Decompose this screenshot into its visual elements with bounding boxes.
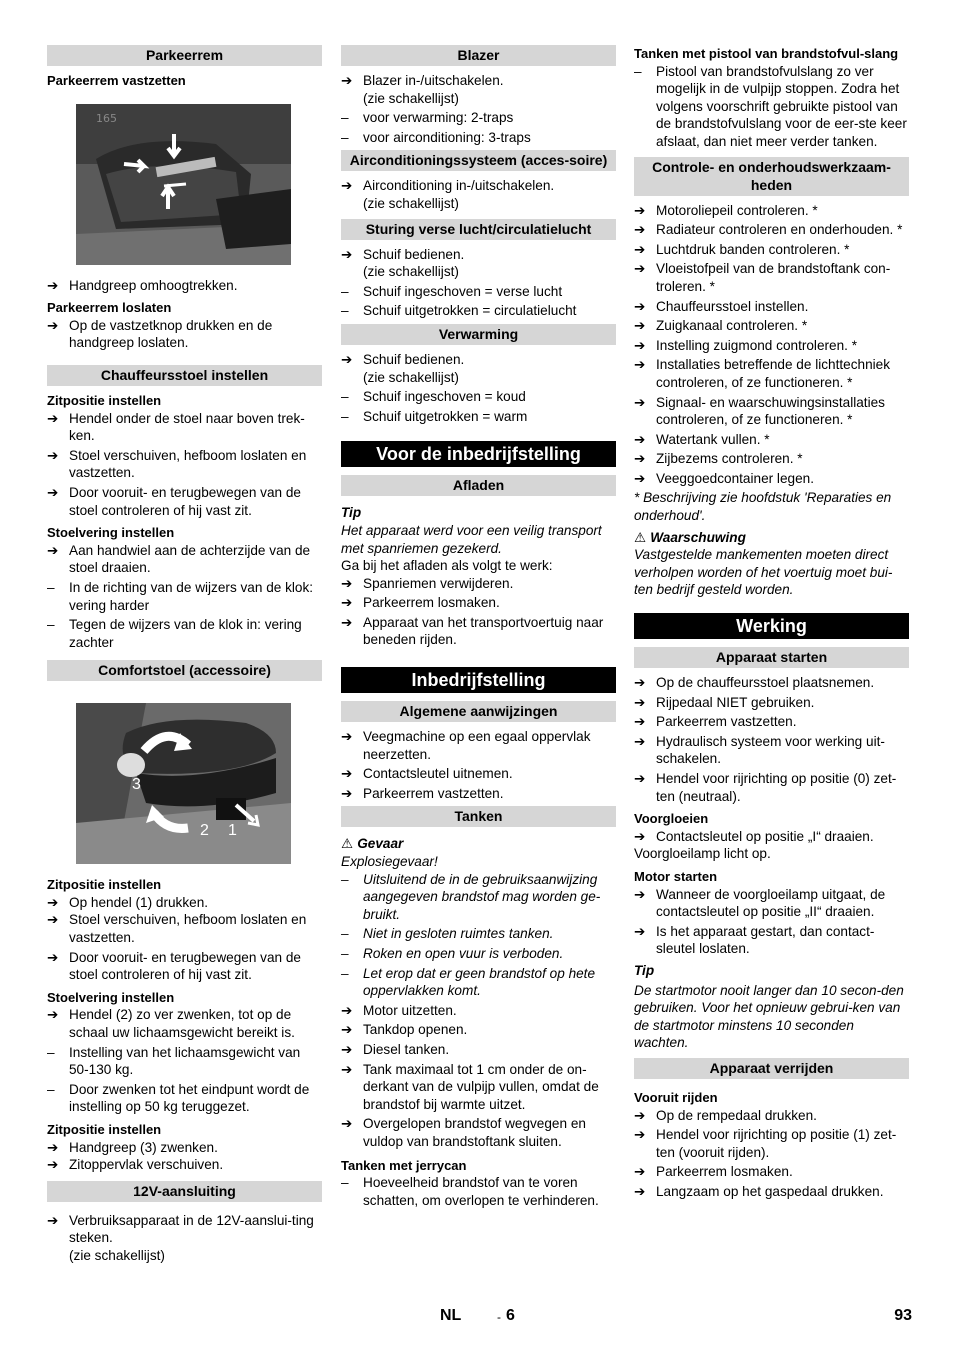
arrow-right-icon: ➔ <box>341 575 353 591</box>
step-item: ➔ Handgreep omhoogtrekken. <box>47 277 238 293</box>
dash-item: – voor airconditioning: 3-traps <box>341 129 531 145</box>
step-item: ➔ Parkeerrem losmaken. <box>341 595 500 611</box>
arrow-right-icon: ➔ <box>47 912 59 928</box>
step-item: ➔ Aan handwiel aan de achterzijde van de stoel draaien. <box>47 542 311 576</box>
step-item: ➔ Door vooruit- en terugbewegen van de stoel controleren of hij vast zit. <box>47 949 301 983</box>
tip-label: Tip <box>634 962 655 978</box>
dash-item: – Instelling van het lichaamsgewicht van 50-130 kg. <box>47 1044 301 1078</box>
warning-triangle-icon: ⚠ <box>341 836 354 852</box>
subheading-jerrycan: Tanken met jerrycan <box>341 1157 467 1173</box>
heading-blazer: Blazer <box>341 45 616 66</box>
heading-afladen: Afladen <box>341 475 616 496</box>
step-item: ➔ Installaties betreffende de lichttechniek controleren, of ze functioneren. * <box>634 357 891 390</box>
arrow-right-icon: ➔ <box>47 1007 59 1023</box>
subheading-stoelvering: Stoelvering instellen <box>47 989 175 1005</box>
step-item: ➔ Motor uitzetten. <box>341 1002 457 1018</box>
arrow-right-icon: ➔ <box>634 675 646 691</box>
dash-item: – Schuif ingeschoven = verse lucht <box>341 283 563 299</box>
step-item: ➔ Spanriemen verwijderen. <box>341 575 514 591</box>
dash-item: – Schuif uitgetrokken = warm <box>341 408 528 424</box>
step-item: ➔ Luchtdruk banden controleren. * <box>634 241 850 257</box>
column-2 <box>341 44 616 1209</box>
subheading-pistool: Tanken met pistool van brandstofvul-slang <box>634 46 899 61</box>
photo-label-3: 3 <box>132 776 141 794</box>
arrow-right-icon: ➔ <box>341 1002 353 1018</box>
arrow-right-icon: ➔ <box>341 1061 353 1077</box>
step-item: ➔ Handgreep (3) zwenken. <box>47 1139 218 1155</box>
step-item: ➔ Vloeistofpeil van de brandstoftank con-troleren. * <box>634 261 891 294</box>
step-item: ➔ Diesel tanken. <box>341 1041 450 1057</box>
arrow-right-icon: ➔ <box>47 447 59 463</box>
arrow-right-icon: ➔ <box>47 484 59 500</box>
subheading-stoelvering: Stoelvering instellen <box>47 525 175 541</box>
arrow-right-icon: ➔ <box>341 595 353 611</box>
dash-item: – voor verwarming: 2-traps <box>341 110 514 126</box>
subheading-zitpositie: Zitpositie instellen <box>47 392 162 408</box>
arrow-right-icon: ➔ <box>634 470 646 486</box>
step-item: ➔ Hydraulisch systeem voor werking uit-schakelen. <box>634 733 885 767</box>
arrow-right-icon: ➔ <box>341 785 353 801</box>
section-voor-de-inbedrijfstelling: Voor de inbedrijfstelling <box>341 441 616 467</box>
dash-item: – In de richting van de wijzers van de klok: vering harder <box>47 579 314 613</box>
arrow-right-icon: ➔ <box>47 949 59 965</box>
step-item: ➔ Watertank vullen. * <box>634 431 770 447</box>
arrow-right-icon: ➔ <box>341 73 353 88</box>
arrow-right-icon: ➔ <box>634 1164 646 1180</box>
step-item: ➔ Hendel voor rijrichting op positie (0) zet-ten (neutraal). <box>634 771 897 804</box>
arrow-right-icon: ➔ <box>341 614 353 630</box>
dash-item: – Uitsluitend de in de gebruiksaanwijzing aangegeven brandstof mag worden ge-bruikt. <box>341 871 601 922</box>
arrow-right-icon: ➔ <box>634 394 646 410</box>
parking-brake-photo <box>76 104 291 265</box>
step-item: ➔ Is het apparaat gestart, dan contact-sleutel loslaten. <box>634 923 875 957</box>
arrow-right-icon: ➔ <box>634 357 646 373</box>
arrow-right-icon: ➔ <box>634 451 646 467</box>
step-item: ➔ Blazer in-/uitschakelen. (zie schakellijst) <box>341 73 504 106</box>
step-item: ➔ Contactsleutel uitnemen. <box>341 766 513 782</box>
step-item: ➔ Parkeerrem vastzetten. <box>341 785 504 801</box>
step-item: ➔ Op de chauffeursstoel plaatsnemen. <box>634 675 875 691</box>
arrow-right-icon: ➔ <box>634 771 646 786</box>
heading-tanken: Tanken <box>341 806 616 827</box>
subheading-motor-starten: Motor starten <box>634 868 718 884</box>
warning-text: Vastgestelde mankementen moeten direct verholpen worden of het voertuig moet bui-ten bedrijf gesteld worden. <box>634 547 893 598</box>
arrow-right-icon: ➔ <box>634 733 646 749</box>
step-item: ➔ Hendel (2) zo ver zwenken, tot op de schaal uw lichaamsgewicht bereikt is. <box>47 1007 295 1041</box>
dash-item: – Schuif ingeschoven = koud <box>341 389 526 405</box>
warning-label: ⚠ Waarschuwing <box>634 529 746 545</box>
arrow-right-icon: ➔ <box>341 766 353 782</box>
step-item: ➔ Zuigkanaal controleren. * <box>634 318 808 334</box>
step-item: ➔ Overgelopen brandstof wegvegen en vuldop van brandstoftank sluiten. <box>341 1116 586 1149</box>
step-item: ➔ Veeggoedcontainer legen. <box>634 470 814 486</box>
step-item: ➔ Rijpedaal NIET gebruiken. <box>634 694 815 710</box>
arrow-right-icon: ➔ <box>47 894 59 910</box>
comfort-seat-photo <box>76 703 291 864</box>
subheading-parkeerrem-loslaten: Parkeerrem loslaten <box>47 300 172 316</box>
footer-language: NL <box>440 1307 462 1324</box>
tip-text: De startmotor nooit langer dan 10 secon-den gebruiken. Voor het opnieuw gebrui-ken van de startmotor minstens 10 seconden wachten. <box>634 982 904 1051</box>
section-inbedrijfstelling: Inbedrijfstelling <box>341 667 616 693</box>
step-item: ➔ Stoel verschuiven, hefboom loslaten en vastzetten. <box>47 912 307 946</box>
footnote: * Beschrijving zie hoofdstuk 'Reparaties en onderhoud'. <box>634 490 892 524</box>
arrow-right-icon: ➔ <box>634 923 646 939</box>
arrow-right-icon: ➔ <box>634 828 646 844</box>
subheading-vooruit-rijden: Vooruit rijden <box>634 1089 718 1105</box>
step-item: ➔ Parkeerrem vastzetten. <box>634 714 797 730</box>
arrow-right-icon: ➔ <box>47 1139 59 1155</box>
arrow-right-icon: ➔ <box>634 694 646 710</box>
arrow-right-icon: ➔ <box>47 277 59 293</box>
photo-label-1: 1 <box>228 822 237 840</box>
dash-item: – Schuif uitgetrokken = circulatielucht <box>341 303 577 319</box>
arrow-right-icon: ➔ <box>341 246 353 262</box>
arrow-right-icon: ➔ <box>47 1157 59 1173</box>
arrow-right-icon: ➔ <box>634 261 646 277</box>
arrow-right-icon: ➔ <box>341 1116 353 1132</box>
column-1 <box>47 44 322 1265</box>
step-item: ➔ Wanneer de voorgloeilamp uitgaat, de contactsleutel op positie „II“ draaien. <box>634 886 886 920</box>
step-item: ➔ Langzaam op het gaspedaal drukken. <box>634 1183 884 1199</box>
arrow-right-icon: ➔ <box>634 202 646 218</box>
arrow-right-icon: ➔ <box>634 431 646 447</box>
section-werking: Werking <box>634 613 909 639</box>
heading-controle: Controle- en onderhoudswerkzaam-heden <box>634 157 909 196</box>
subheading-parkeerrem-vastzetten: Parkeerrem vastzetten <box>47 73 186 88</box>
arrow-right-icon: ➔ <box>634 318 646 334</box>
arrow-right-icon: ➔ <box>341 1022 353 1038</box>
step-item: ➔ Hendel onder de stoel naar boven trek-ken. <box>47 410 305 444</box>
subheading-zitpositie: Zitpositie instellen <box>47 1122 162 1137</box>
column-3 <box>634 44 909 1202</box>
step-item: ➔ Tank maximaal tot 1 cm onder de on-derkant van de vulpijp vullen, omdat de brandstof bij warmte uitzet. <box>341 1061 599 1112</box>
step-item: ➔ Signaal- en waarschuwingsinstallaties controleren, of ze functioneren. * <box>634 394 885 428</box>
dash-item: – Let erop dat er geen brandstof op hete oppervlakken komt. <box>341 965 596 999</box>
subheading-zitpositie: Zitpositie instellen <box>47 877 162 893</box>
heading-parkeerrem: Parkeerrem <box>47 45 322 66</box>
arrow-right-icon: ➔ <box>634 1183 646 1199</box>
arrow-right-icon: ➔ <box>47 1212 59 1228</box>
heading-apparaat-verrijden: Apparaat verrijden <box>634 1058 909 1079</box>
danger-text: Explosiegevaar! <box>341 854 438 870</box>
dash-item: – Door zwenken tot het eindpunt wordt de instelling op 50 kg teruggezet. <box>47 1081 310 1115</box>
heading-airconditioning: Airconditioningssysteem (acces-soire) <box>341 150 616 171</box>
step-item: ➔ Op hendel (1) drukken. <box>47 894 209 910</box>
voorgloeien-text: Voorgloeilamp licht op. <box>634 846 771 862</box>
dash-item: – Hoeveelheid brandstof van te voren schatten, om overlopen te verhinderen. <box>341 1175 599 1208</box>
arrow-right-icon: ➔ <box>341 1041 353 1057</box>
arrow-right-icon: ➔ <box>341 178 353 194</box>
step-item: ➔ Apparaat van het transportvoertuig naar beneden rijden. <box>341 614 604 648</box>
step-item: ➔ Instelling zuigmond controleren. * <box>634 337 857 353</box>
heading-apparaat-starten: Apparaat starten <box>634 647 909 668</box>
step-item: ➔ Schuif bedienen. (zie schakellijst) <box>341 351 465 385</box>
arrow-right-icon: ➔ <box>47 542 59 558</box>
step-item: ➔ Verbruiksapparaat in de 12V-aanslui-ting steken. (zie schakellijst) <box>47 1212 314 1263</box>
heading-12v-aansluiting: 12V-aansluiting <box>47 1181 322 1202</box>
arrow-right-icon: ➔ <box>634 1127 646 1143</box>
dash-item: – Pistool van brandstofvulslang zo ver mogelijk in de vulpijp stoppen. Zodra het volgens voorschrift gebruikte pistool van de brandstofvulslang voor de eer-ste keer afslaat, dan niet meer verder tanken. <box>634 63 907 149</box>
dash-item: – Niet in gesloten ruimtes tanken. <box>341 926 554 942</box>
photo-label-2: 2 <box>200 822 209 840</box>
page-footer <box>0 1307 954 1327</box>
arrow-right-icon: ➔ <box>47 317 59 333</box>
arrow-right-icon: ➔ <box>634 241 646 257</box>
step-item: ➔ Op de rempedaal drukken. <box>634 1107 817 1123</box>
arrow-right-icon: ➔ <box>341 729 353 745</box>
step-item: ➔ Stoel verschuiven, hefboom loslaten en vastzetten. <box>47 447 307 481</box>
arrow-right-icon: ➔ <box>634 1107 646 1123</box>
arrow-right-icon: ➔ <box>47 410 59 426</box>
step-item: ➔ Airconditioning in-/uitschakelen. (zie schakellijst) <box>341 178 555 211</box>
danger-label: ⚠ Gevaar <box>341 836 404 852</box>
svg-text:165: 165 <box>96 111 117 125</box>
heading-comfortstoel: Comfortstoel (accessoire) <box>47 660 322 681</box>
dash-item: – Tegen de wijzers van de klok in: vering zachter <box>47 617 302 650</box>
step-item: ➔ Hendel voor rijrichting op positie (1) zet-ten (vooruit rijden). <box>634 1127 897 1160</box>
step-item: ➔ Zitoppervlak verschuiven. <box>47 1157 224 1173</box>
arrow-right-icon: ➔ <box>634 714 646 730</box>
heading-sturing: Sturing verse lucht/circulatielucht <box>341 219 616 240</box>
footer-page-number: 93 <box>894 1307 912 1324</box>
step-item: ➔ Door vooruit- en terugbewegen van de stoel controleren of hij vast zit. <box>47 484 301 518</box>
heading-verwarming: Verwarming <box>341 324 616 345</box>
footer-section-number: 6 <box>506 1307 515 1324</box>
footer-dash: - <box>497 1310 501 1324</box>
step-item: ➔ Chauffeursstoel instellen. <box>634 298 809 314</box>
step-item: ➔ Contactsleutel op positie „I“ draaien. <box>634 828 874 844</box>
tip-label: Tip <box>341 505 362 521</box>
arrow-right-icon: ➔ <box>634 337 646 353</box>
arrow-right-icon: ➔ <box>341 351 353 367</box>
tip-text: Het apparaat werd voor een veilig transport met spanriemen gezekerd. <box>341 522 602 556</box>
afladen-intro: Ga bij het afladen als volgt te werk: <box>341 558 553 574</box>
dash-item: – Roken en open vuur is verboden. <box>341 946 564 961</box>
step-item: ➔ Op de vastzetknop drukken en de handgreep loslaten. <box>47 317 273 351</box>
heading-chauffeursstoel: Chauffeursstoel instellen <box>47 365 322 386</box>
arrow-right-icon: ➔ <box>634 298 646 314</box>
step-item: ➔ Tankdop openen. <box>341 1022 468 1038</box>
warning-triangle-icon: ⚠ <box>634 529 647 545</box>
arrow-right-icon: ➔ <box>634 222 646 238</box>
arrow-right-icon: ➔ <box>634 886 646 902</box>
step-item: ➔ Motoroliepeil controleren. * <box>634 202 818 218</box>
subheading-voorgloeien: Voorgloeien <box>634 811 709 827</box>
heading-algemene-aanwijzingen: Algemene aanwijzingen <box>341 701 616 722</box>
step-item: ➔ Schuif bedienen. (zie schakellijst) <box>341 246 465 280</box>
step-item: ➔ Radiateur controleren en onderhouden. * <box>634 222 903 238</box>
step-item: ➔ Veegmachine op een egaal oppervlak neerzetten. <box>341 729 591 762</box>
step-item: ➔ Parkeerrem losmaken. <box>634 1164 793 1180</box>
step-item: ➔ Zijbezems controleren. * <box>634 451 803 467</box>
